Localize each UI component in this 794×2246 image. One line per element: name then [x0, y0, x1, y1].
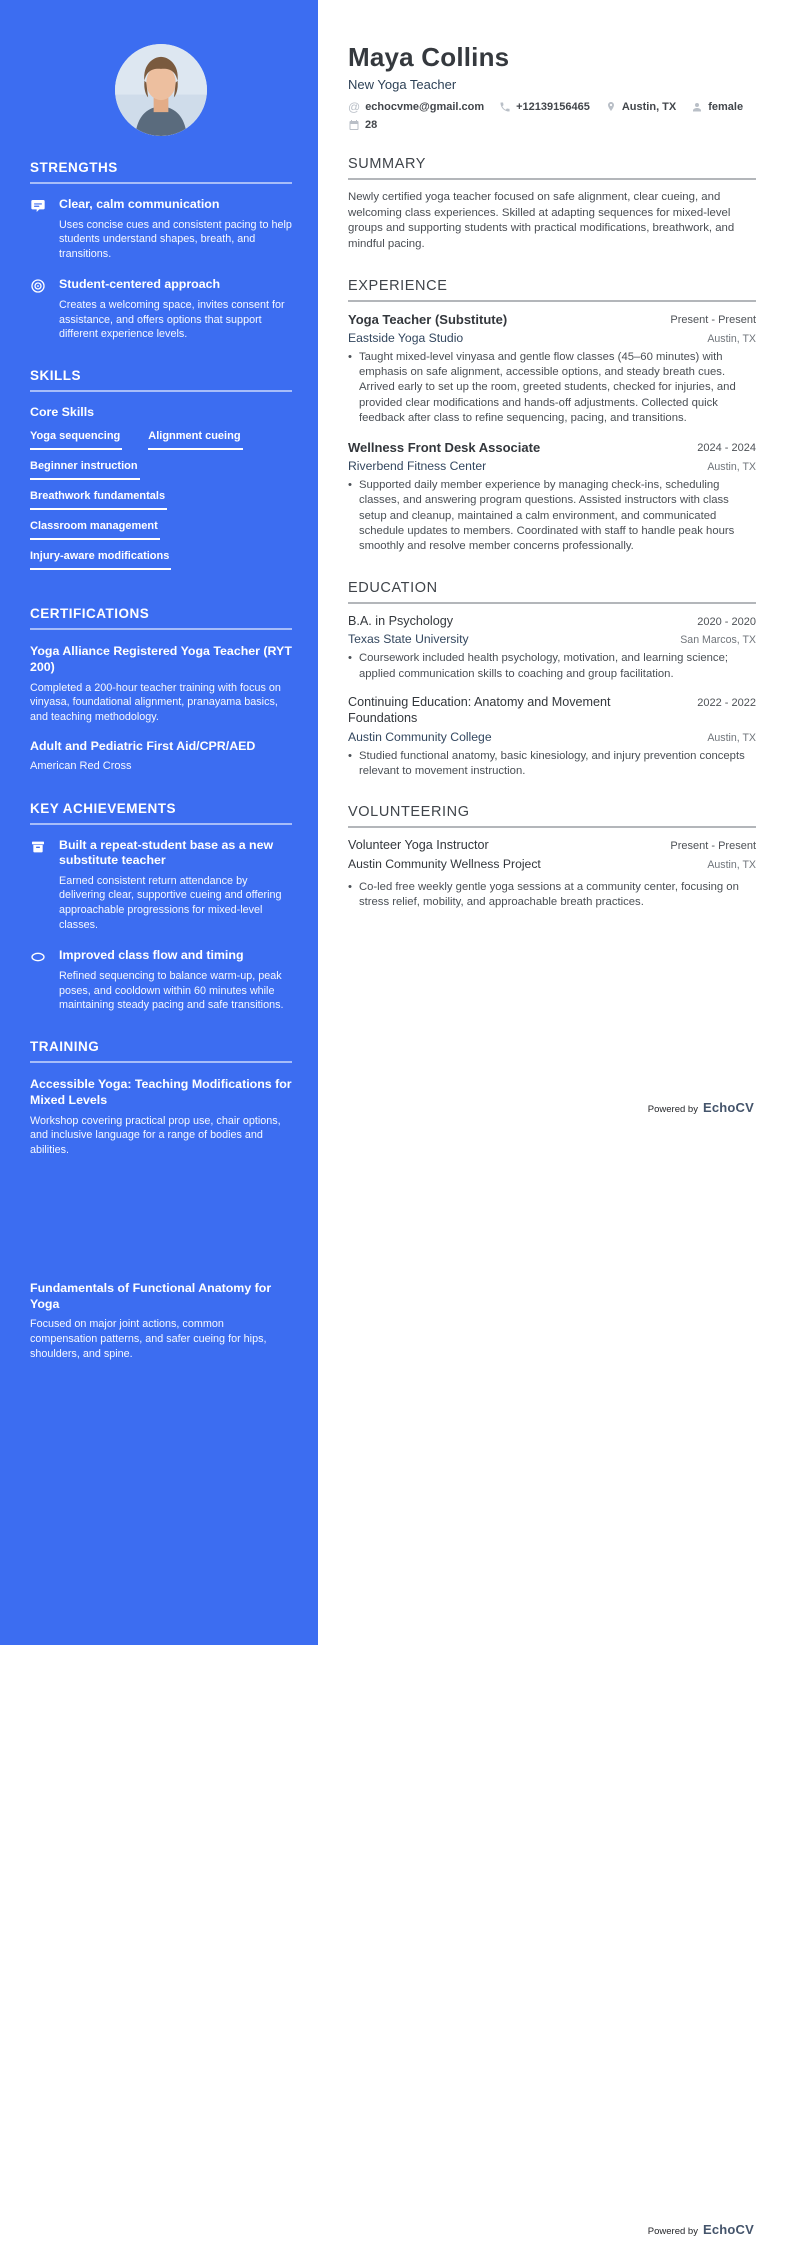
achievement-desc: Refined sequencing to balance warm-up, peak poses, and cooldown within 60 minutes while maintaining steady pacing and safe transitions. [59, 969, 284, 1012]
gender-value: female [708, 101, 744, 113]
training-item [30, 1280, 292, 1362]
certifications-section [30, 606, 292, 774]
training-desc: Focused on major joint actions, common compensation patterns, and safer cueing for hips, shoulders, and spine. [30, 1318, 267, 1361]
achievement-item [30, 838, 292, 934]
strength-desc: Creates a welcoming space, invites consent for assistance, and offers options that support different experience levels. [59, 298, 285, 341]
strengths-heading: STRENGTHS [30, 160, 292, 184]
certification-item [30, 643, 292, 725]
person-name: Maya Collins [348, 42, 510, 72]
experience-bullet: • Taught mixed-level vinyasa and gentle flow classes (45–60 minutes) with emphasis on safe alignment, accessible options, and steady breath cues. Arrived early to set up the room, greeted students, checked for injuries, and provided clear modifications and hands-off adjustments. Collected quick feedback after class to refine sequencing, pacing, and transitions. [358, 350, 736, 425]
certification-item [30, 738, 292, 774]
archive-box-icon [30, 838, 47, 934]
volunteering-section [348, 804, 756, 910]
education-date: 2022 - 2022 [697, 697, 756, 710]
experience-title: Wellness Front Desk Associate [348, 439, 541, 455]
education-section [348, 580, 756, 780]
training-title: Accessible Yoga: Teaching Modifications for Mixed Levels [30, 1077, 292, 1108]
education-bullet: • Studied functional anatomy, basic kinesiology, and injury prevention concepts relevant to movement instruction. [358, 749, 745, 777]
strengths-section [30, 160, 292, 342]
education-school: Texas State University [348, 632, 469, 647]
summary-section [348, 156, 756, 253]
skills-list [30, 430, 292, 580]
person-title: New Yoga Teacher [348, 77, 457, 92]
strength-desc: Uses concise cues and consistent pacing to help students understand shapes, breath, and transitions. [59, 218, 292, 261]
skill-tag: Alignment cueing [148, 430, 242, 450]
strength-item [30, 277, 292, 342]
powered-by-label: Powered by [647, 1104, 698, 1115]
contact-row [348, 101, 756, 131]
powered-by-badge [648, 2222, 754, 2237]
achievement-title: Built a repeat-student base as a new substitute teacher [59, 837, 274, 868]
echocv-brand[interactable]: EchoCV [702, 1100, 754, 1115]
experience-location: Austin, TX [707, 332, 756, 345]
training-section [30, 1039, 292, 1362]
avatar-illustration [115, 44, 207, 136]
certification-desc: American Red Cross [30, 760, 132, 773]
education-entry [348, 695, 756, 779]
education-date: 2020 - 2020 [697, 615, 756, 628]
echocv-brand[interactable]: EchoCV [702, 2222, 754, 2237]
speech-bubble-icon [30, 197, 47, 262]
contact-gender [691, 101, 743, 113]
email-value: echocvme@gmail.com [365, 101, 485, 113]
skill-tag: Injury-aware modifications [30, 550, 171, 570]
education-degree: Continuing Education: Anatomy and Movement Foundations [348, 695, 611, 725]
strength-title: Student-centered approach [59, 277, 221, 292]
powered-by-label: Powered by [647, 2226, 698, 2237]
education-location: San Marcos, TX [680, 634, 756, 647]
volunteering-heading: VOLUNTEERING [348, 804, 756, 828]
contact-age [348, 119, 377, 131]
calendar-icon [348, 119, 360, 131]
certifications-heading: CERTIFICATIONS [30, 606, 292, 630]
skill-tag: Beginner instruction [30, 460, 140, 480]
certification-title: Adult and Pediatric First Aid/CPR/AED [30, 739, 256, 754]
main-column [318, 0, 794, 924]
training-desc: Workshop covering practical prop use, chair options, and inclusive language for a range of bodies and abilities. [30, 1114, 281, 1157]
contact-location [605, 101, 676, 113]
training-title: Fundamentals of Functional Anatomy for Yoga [30, 1281, 272, 1312]
strength-title: Clear, calm communication [59, 197, 220, 211]
volunteering-date: Present - Present [670, 840, 756, 853]
experience-bullet: • Supported daily member experience by managing check-ins, scheduling classes, and answering program questions. Assisted instructors with class setup and cleanup, maintained a calm environment, and communicated schedule updates to members. Coordinated with staff to handle peak hours smoothly and resolve member concerns professionally. [358, 478, 735, 553]
at-icon: @ [348, 100, 361, 114]
summary-heading: SUMMARY [348, 156, 756, 180]
ellipse-icon [30, 948, 47, 1013]
person-icon [691, 101, 703, 113]
contact-phone [499, 101, 590, 113]
location-value: Austin, TX [621, 101, 677, 113]
strength-item [30, 197, 292, 262]
location-pin-icon [605, 101, 617, 113]
experience-heading: EXPERIENCE [348, 278, 756, 302]
certification-title: Yoga Alliance Registered Yoga Teacher (RYT 200) [30, 644, 292, 675]
skills-group-label: Core Skills [30, 405, 95, 420]
powered-by-badge [648, 1100, 754, 1115]
phone-value: +12139156465 [516, 101, 590, 113]
volunteering-entry [348, 838, 756, 910]
experience-title: Yoga Teacher (Substitute) [348, 311, 508, 327]
volunteering-bullet: • Co-led free weekly gentle yoga sessions at a community center, focusing on stress relief, mobility, and approachable breath practices. [358, 880, 739, 909]
achievement-item [30, 948, 292, 1013]
experience-date: Present - Present [670, 313, 756, 326]
skills-heading: SKILLS [30, 368, 292, 392]
skill-tag: Breathwork fundamentals [30, 490, 167, 510]
education-school: Austin Community College [348, 729, 492, 744]
education-bullet: • Coursework included health psychology, motivation, and learning science; applied communication skills to coaching and group facilitation. [358, 652, 728, 680]
achievements-section [30, 801, 292, 1014]
experience-location: Austin, TX [707, 460, 756, 473]
experience-date: 2024 - 2024 [697, 441, 756, 454]
volunteering-title: Volunteer Yoga Instructor [348, 838, 489, 853]
page-break-gap [30, 1158, 292, 1280]
experience-company: Riverbend Fitness Center [348, 458, 487, 473]
sidebar [0, 0, 318, 1645]
education-degree: B.A. in Psychology [348, 613, 453, 628]
education-location: Austin, TX [707, 731, 756, 744]
summary-text: Newly certified yoga teacher focused on safe alignment, clear cueing, and welcoming class experiences. Skilled at adapting sequences for mixed-level groups and supporting students with practical modifications, breathwork, and mindful pacing. [348, 191, 735, 250]
avatar [115, 44, 207, 136]
phone-icon [499, 101, 511, 113]
experience-entry [348, 312, 756, 427]
achievement-desc: Earned consistent return attendance by delivering clear, supportive cueing and offering approachable progressions for mixed-level classes. [59, 874, 282, 932]
contact-email [348, 101, 484, 113]
volunteering-org: Austin Community Wellness Project [348, 856, 541, 871]
education-entry [348, 614, 756, 682]
certification-desc: Completed a 200-hour teacher training with focus on vinyasa, foundational alignment, pranayama basics, and teaching methodology. [30, 681, 281, 724]
education-heading: EDUCATION [348, 580, 756, 604]
skills-section [30, 368, 292, 580]
volunteering-location: Austin, TX [707, 858, 756, 871]
training-heading: TRAINING [30, 1039, 292, 1063]
skill-tag: Yoga sequencing [30, 430, 122, 450]
training-item [30, 1076, 292, 1158]
achievements-heading: KEY ACHIEVEMENTS [30, 801, 292, 825]
target-icon [30, 277, 47, 342]
achievement-title: Improved class flow and timing [59, 948, 244, 963]
experience-entry [348, 440, 756, 555]
experience-section [348, 278, 756, 555]
skill-tag: Classroom management [30, 520, 160, 540]
experience-company: Eastside Yoga Studio [348, 330, 464, 345]
age-value: 28 [365, 119, 378, 131]
